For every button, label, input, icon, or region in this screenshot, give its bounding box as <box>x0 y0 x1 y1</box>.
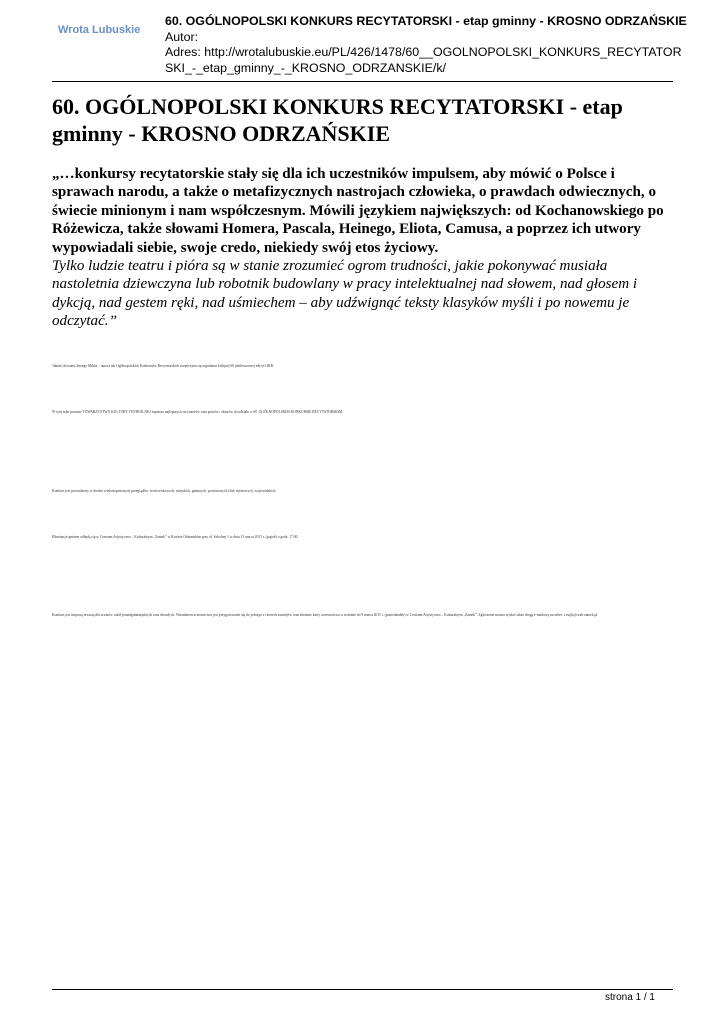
page-number: strona 1 / 1 <box>604 992 655 1003</box>
logo: Wrota Lubuskie <box>58 24 141 36</box>
footer-divider <box>52 989 673 990</box>
header-address: Adres: http://wrotalubuskie.eu/PL/426/1478/60__OGOLNOPOLSKI_KONKURS_RECYTATORSKI_-_etap_gminny_-_KROSNO_ODRZANSKIE/k/ <box>165 45 682 75</box>
quote-italic-text: Tylko ludzie teatru i pióra są w stanie zrozumieć ogrom trudności, jakie pokonywać musiała nastoletnia dziewczyna lub robotnik budowlany w pracy intelektualnej nad słowem, nad głosem i dykcją, nad gestem ręki, nad uśmiechem – aby udźwignąć teksty klasyków myśli i po nowemu je odczytać.” <box>52 258 638 330</box>
article-paragraph-5: Konkurs jest imprezą otwartą dla uczniów szkół ponadgimnazjalnych oraz dorosłych. Warunkiem uczestnictwa jest przygotowanie się do jednego z czterech turniejów oraz złożenie karty uczestnictwa w terminie do 9 marca 2015 r. (poniedziałek) w Centrum Artystyczno – Kulturalnym „Zamek”. Zgłoszenie można wysłać także drogą e-mailową na adres: c.ruijk@czak-zamek.pl. <box>52 613 599 617</box>
article-paragraph-3: Konkurs jest prowadzony w drodze wielostopniowych przeglądów: środowiskowych, miejskich, gminnych, powiatowych i/lub rejonowych, wojewódzkich. <box>52 489 277 493</box>
quote-bold-text: „…konkursy recytatorskie stały się dla ich uczestników impulsem, aby mówić o Polsce i sprawach narodu, a także o metafizycznych nastrojach człowieka, o prawdach odwiecznych, o świecie minionym i nam współczesnym. Mówili językiem największych: od Kochanowskiego po Różewicza, także słowami Homera, Pascala, Heinego, Eliota, Camusa, a poprzez ich utwory wypowiadali siebie, swoje credo, niekiedy swój etos życiowy. <box>52 166 664 256</box>
article-paragraph-4: Eliminacje gminne odbędą się w Centrum Artystyczno – Kulturalnym „Zamek” w Krośnie Odrzańskim przy ul. Szkolnej 1 w dniu 13 marca 2015 r. (piątek) o godz. 17:00. <box>52 535 299 539</box>
header-divider <box>52 81 673 82</box>
header-author: Autor: <box>165 29 199 44</box>
header-title: 60. OGÓLNOPOLSKI KONKURS RECYTATORSKI - etap gminny - KROSNO ODRZAŃSKIE <box>165 14 687 28</box>
article-paragraph-2: W tym roku prawnie TOWARZYSTWO KULTURY TEATRALNEJ zaprasza najlepszych recytatorów oraz poetów i aktorów do udziału w 60. OGÓLNOPOLSKIM KONKURSIE RECYTATORSKIM. <box>52 410 343 414</box>
header-info <box>165 14 725 76</box>
article-title: 60. OGÓLNOPOLSKI KONKURS RECYTATORSKI - etap gminny - KROSNO ODRZAŃSKIE <box>52 94 623 146</box>
article-quote <box>52 165 677 331</box>
page-header <box>52 12 687 82</box>
article-paragraph-1: Takimi słowami Jerzego Mikke – autora tak Ogólnopolskich Konkursów Recytatorskich rozpoczyna się regulamin kolejnej 60 jubileuszowej edycji OKR. <box>52 364 274 368</box>
